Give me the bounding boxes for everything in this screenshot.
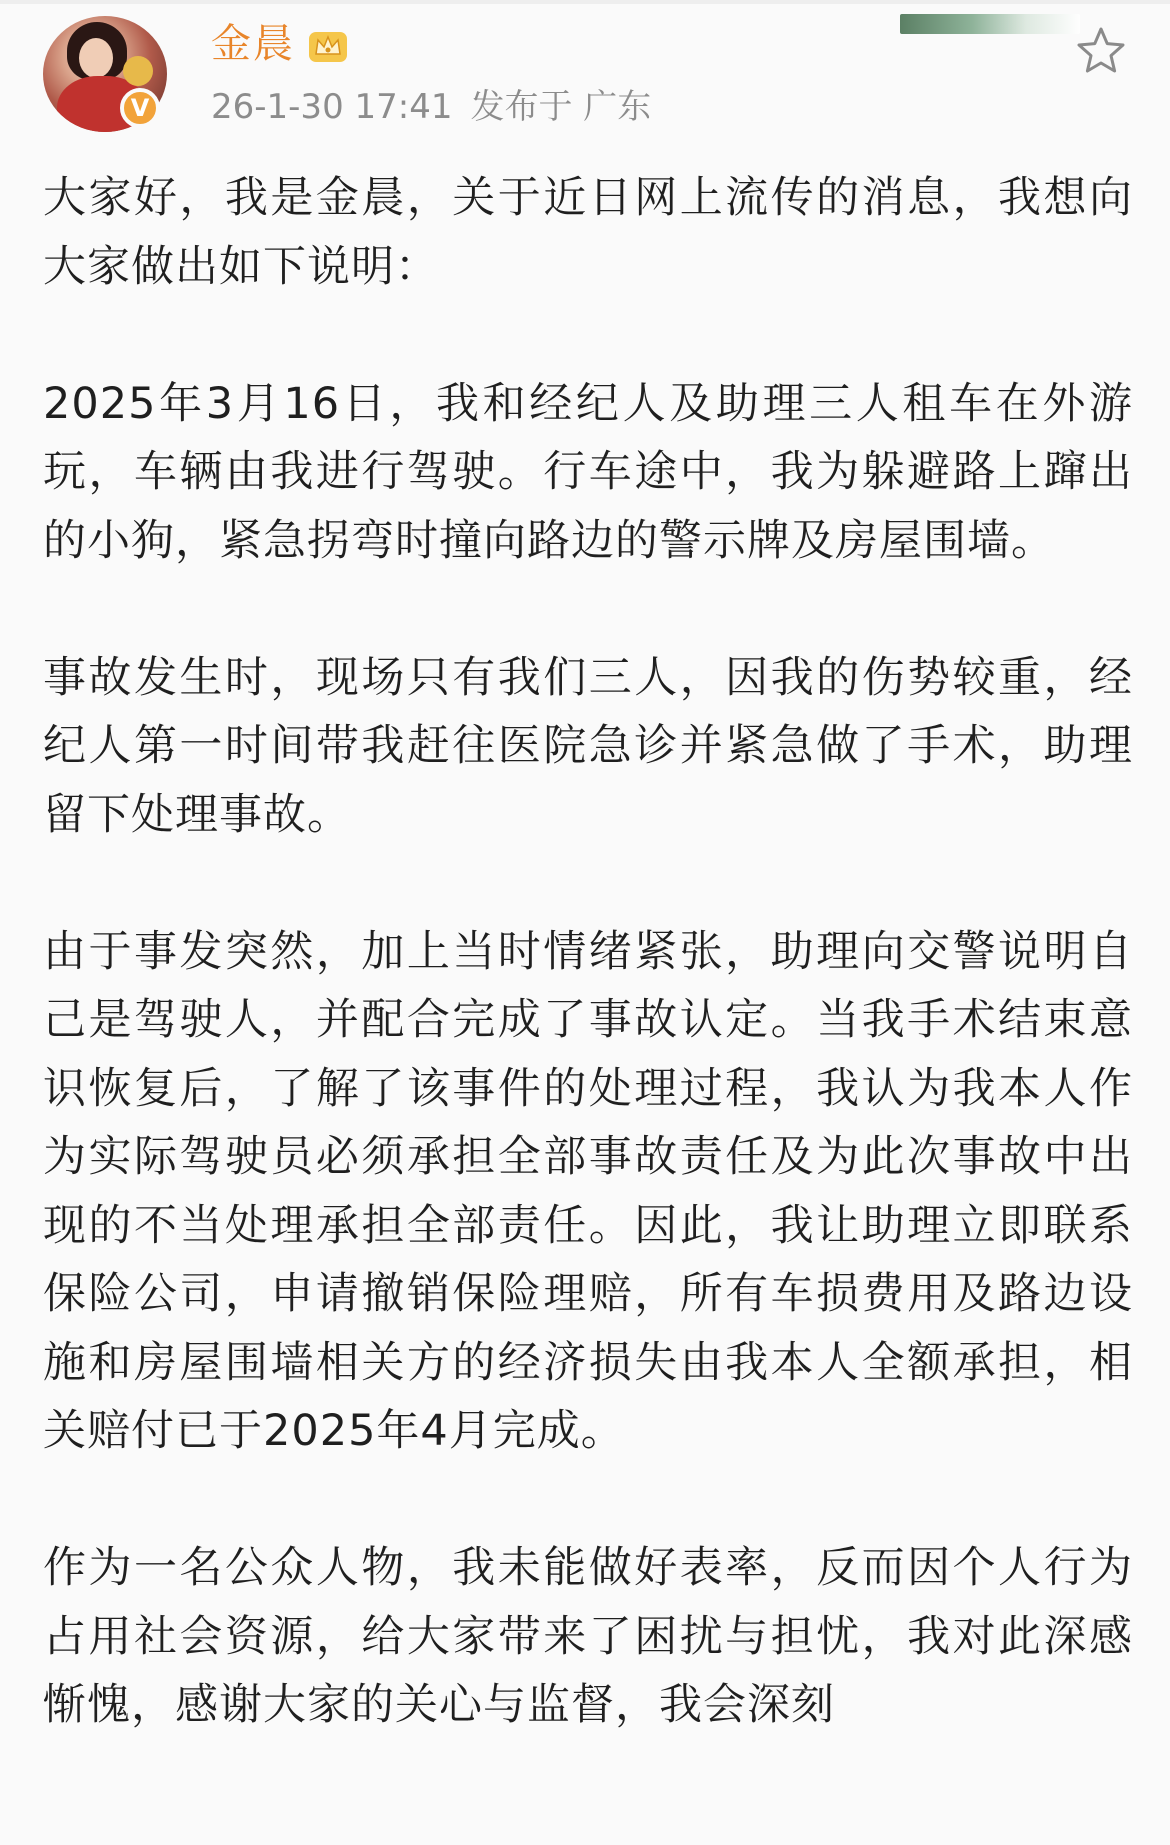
post-date: 26-1-30 17:41 <box>211 87 453 127</box>
avatar-flower <box>123 56 153 86</box>
avatar-face <box>79 38 113 78</box>
top-edge <box>0 0 1170 4</box>
post-meta <box>211 84 651 130</box>
post-paragraph-1: 大家好，我是金晨，关于近日网上流传的消息，我想向大家做出如下说明： <box>43 173 1133 292</box>
star-icon[interactable] <box>1074 24 1128 78</box>
post-body <box>43 164 1133 1808</box>
post-paragraph-5: 作为一名公众人物，我未能做好表率，反而因个人行为占用社会资源，给大家带来了困扰与担忧，我对此深感惭愧，感谢大家的关心与监督，我会深刻 <box>43 1543 1133 1730</box>
post-paragraph-2: 2025年3月16日，我和经纪人及助理三人租车在外游玩，车辆由我进行驾驶。行车途中，我为躲避路上蹿出的小狗，紧急拐弯时撞向路边的警示牌及房屋围墙。 <box>43 378 1133 566</box>
verified-badge-icon: V <box>120 88 160 128</box>
post-paragraph-3: 事故发生时，现场只有我们三人，因我的伤势较重，经纪人第一时间带我赶往医院急诊并紧急做了手术，助理留下处理事故。 <box>43 652 1133 840</box>
post-paragraph-4: 由于事发突然，加上当时情绪紧张，助理向交警说明自己是驾驶人，并配合完成了事故认定。当我手术结束意识恢复后，了解了该事件的处理过程，我认为我本人作为实际驾驶员必须承担全部事故责任及为此次事故中出现的不当处理承担全部责任。因此，我让助理立即联系保险公司，申请撤销保险理赔，所有车损费用及路边设施和房屋围墙相关方的经济损失由我本人全额承担，相关赔付已于2025年4月完成。 <box>43 926 1133 1456</box>
post-location: 发布于 广东 <box>470 87 652 127</box>
username[interactable]: 金晨 <box>211 21 295 67</box>
vip-crown-icon[interactable] <box>306 26 350 64</box>
top-banner-fragment <box>900 14 1080 34</box>
